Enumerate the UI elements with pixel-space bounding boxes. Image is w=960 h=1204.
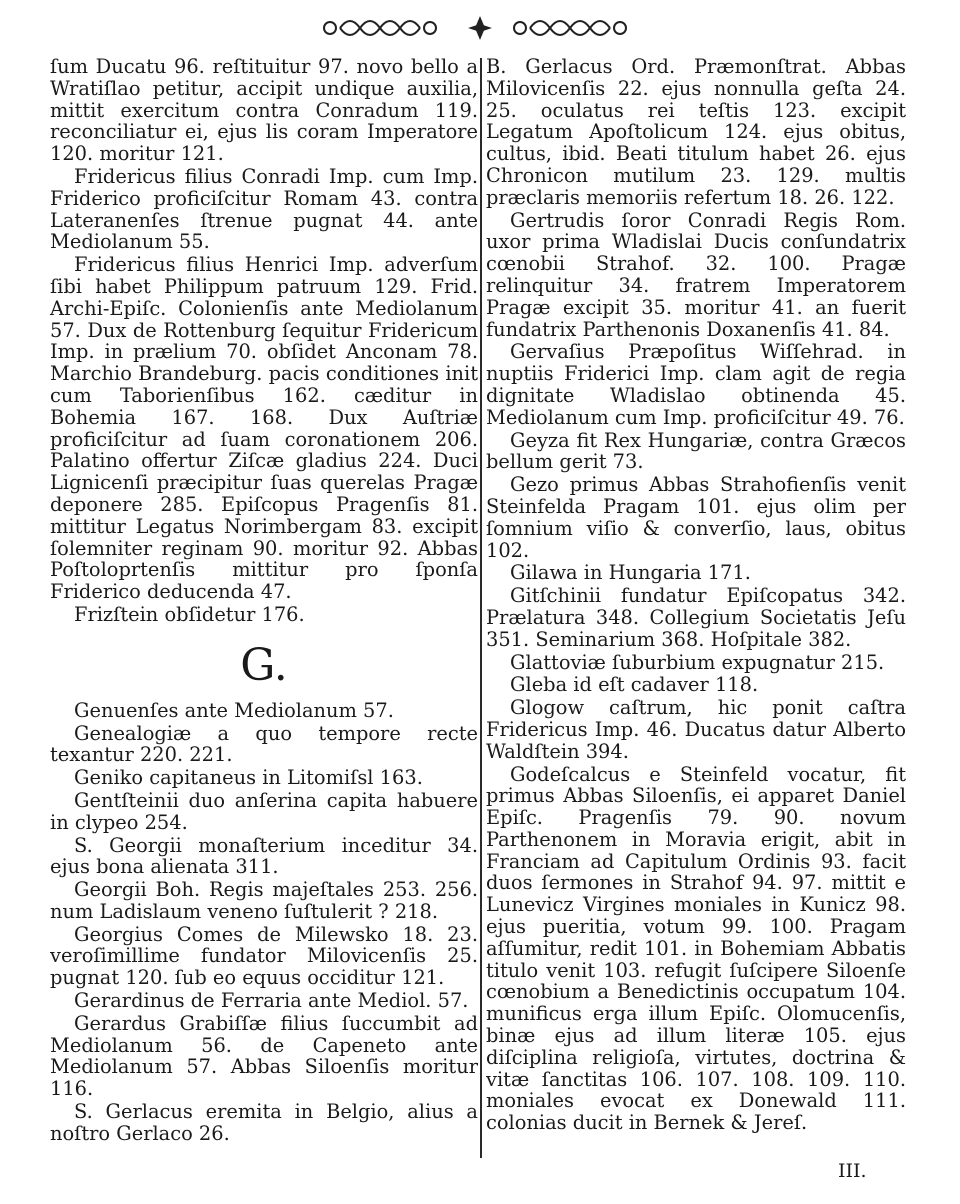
- index-entry: ſum Ducatu 96. reſtituitur 97. novo bello a Wratiſlao petitur, accipit undique auxilia, mittit exercitum contra Conradum 119. reconciliatur ei, ejus lis coram Imperatore 120. moritur 121.: [50, 55, 478, 166]
- index-entry: Glogow caſtrum, hic ponit caſtra Fridericus Imp. 46. Ducatus datur Alberto Waldſtein 394.: [486, 696, 906, 763]
- index-entry: Glattoviæ ſuburbium expugnatur 215.: [510, 650, 885, 674]
- index-entry: Georgius Comes de Milewsko 18. 23. veroſimillime fundator Milovicenſis 25. pugnat 120. ſub eo equus occiditur 121.: [50, 922, 478, 990]
- index-entry: B. Gerlacus Ord. Præmonſtrat. Abbas Milovicenſis 22. ejus nonnulla geſta 24. 25. oculatus rei teſtis 123. excipit Legatum Apoſtolicum 124. ejus obitus, cultus, ibid. Beati titulum habet 26. ejus Chronicon mutilum 23. 129. multis præclaris memoriis refertum 18. 26. 122.: [486, 55, 906, 209]
- header-ornament-icon: [300, 8, 660, 48]
- index-entry: Gentſteinii duo anſerina capita habuere in clypeo 254.: [50, 788, 478, 834]
- index-entry: Frizſtein obſidetur 176.: [74, 602, 305, 626]
- catchword: III.: [838, 1160, 867, 1182]
- index-entry: Gerardinus de Ferraria ante Mediol. 57.: [74, 989, 469, 1013]
- index-entry: Fridericus filius Henrici Imp. adverſum ſibi habet Philippum patruum 129. Frid. Archi-Epiſc. Colonienſis ante Mediolanum 57. Dux de Rottenburg ſequitur Fridericum Imp. in prælium 70. obſidet Anconam 78. Marchio Brandeburg. pacis conditiones init cum Taborienſibus 162. cæditur in Bohemia 167. 168. Dux Auſtriæ proficiſcitur ad ſuam coronationem 206. Palatino offertur Ziſcæ gladius 224. Duci Lignicenſi præcipitur ſuas querelas Pragæ deponere 285. Epiſcopus Pragenſis 81. mittitur Legatus Norimbergam 83. excipit ſolemniter reginam 90. moritur 92. Abbas Poſtoloprtenſis mittitur pro ſponſa Friderico deducenda 47.: [50, 253, 478, 604]
- left-column: [50, 56, 478, 1146]
- index-entry: Georgii Boh. Regis majeſtales 253. 256. num Ladislaum veneno ſuſtulerit ? 218.: [50, 878, 478, 923]
- index-entry: Genuenſes ante Mediolanum 57.: [74, 698, 394, 722]
- right-column: [486, 56, 906, 1135]
- index-entry: S. Georgii monaſterium inceditur 34. ejus bona alienata 311.: [50, 833, 478, 879]
- index-entry: Genealogiæ a quo tempore recte texantur 220. 221.: [50, 721, 478, 767]
- index-entry: Gezo primus Abbas Strahofienſis venit Steinfelda Pragam 101. ejus olim per ſomnium viſio & converſio, laus, obitus 102.: [486, 473, 906, 562]
- column-divider: [480, 58, 482, 1158]
- index-entry: Gerardus Grabiſſæ filius ſuccumbit ad Mediolanum 56. de Capeneto ante Mediolanum 57. Abbas Siloenſis moritur 116.: [50, 1011, 478, 1101]
- index-entry: Gervaſius Præpoſitus Wiſſehrad. in nuptiis Friderici Imp. clam agit de regia dignitate Wladislao obtinenda 45. Mediolanum cum Imp. proficiſcitur 49. 76.: [486, 340, 906, 429]
- index-entry: S. Gerlacus eremita in Belgio, alius a noſtro Gerlaco 26.: [50, 1100, 478, 1145]
- index-entry: Gilawa in Hungaria 171.: [510, 561, 751, 585]
- index-entry: Geyza fit Rex Hungariæ, contra Græcos bellum gerit 73.: [486, 428, 906, 474]
- index-entry: Gertrudis ſoror Conradi Regis Rom. uxor prima Wladislai Ducis conſundatrix cœnobii Strahof. 32. 100. Pragæ relinquitur 34. fratrem Imperatorem Pragæ excipit 35. moritur 41. an fuerit fundatrix Parthenonis Doxanenſis 41. 84.: [486, 208, 906, 341]
- index-entry: Godeſcalcus e Steinfeld vocatur, fit primus Abbas Siloenſis, ei apparet Daniel Epiſc. Pragenſis 79. 90. novum Parthenonem in Moravia erigit, abit in Franciam ad Capitulum Ordinis 93. facit duos ſermones in Strahof 94. 97. mittit e Lunevicz Virgines moniales in Kunicz 98. ejus pueritia, votum 99. 100. Pragam aſſumitur, redit 101. in Bohemiam Abbatis titulo venit 103. refugit ſuſcipere Siloenſe cœnobium a Benedictinis occupatum 104. munificus erga illum Epiſc. Olomucenſis, binæ ejus ad illum literæ 105. ejus diſciplina religioſa, virtutes, doctrina & vitæ ſanctitas 106. 107. 108. 109. 110. moniales evocat ex Donewald 111. colonias ducit in Bernek & Jereſ.: [486, 762, 906, 1135]
- section-letter-heading: G.: [240, 639, 288, 691]
- index-entry: Geniko capitaneus in Litomiſsl 163.: [74, 766, 423, 790]
- index-entry: Fridericus filius Conradi Imp. cum Imp. Friderico proficiſcitur Romam 43. contra Lateranenſes ſtrenue pugnat 44. ante Mediolanum 55.: [50, 164, 478, 254]
- index-entry: Gitſchinii fundatur Epiſcopatus 342. Prælatura 348. Collegium Societatis Jeſu 351. Seminarium 368. Hoſpitale 382.: [486, 584, 906, 651]
- index-entry: Gleba id eſt cadaver 118.: [510, 673, 759, 697]
